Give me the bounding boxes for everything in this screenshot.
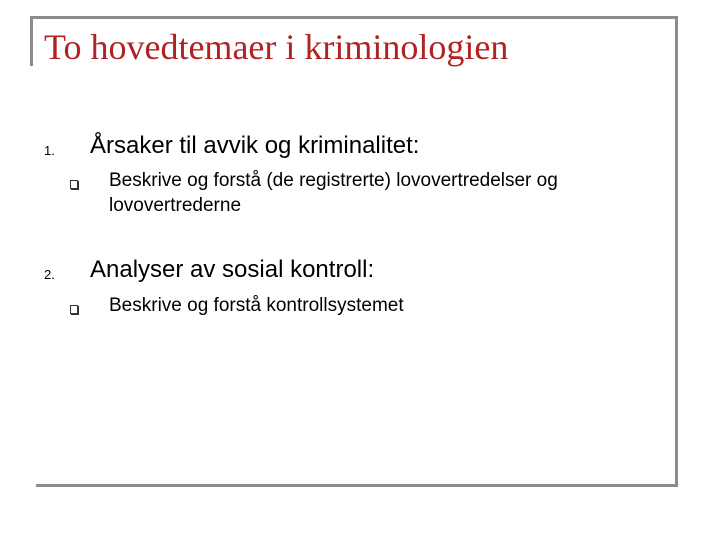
square-bullet-icon <box>70 305 78 314</box>
item-sub-2: Beskrive og forstå kontrollsystemet <box>109 295 404 316</box>
frame-bottom-line <box>36 484 678 487</box>
item-number-1: 1. <box>44 143 55 158</box>
item-sub-1: Beskrive og forstå (de registrerte) lovovertredelser og lovovertrederne <box>109 170 558 216</box>
item-number-2: 2. <box>44 267 55 282</box>
slide-title: To hovedtemaer i kriminologien <box>44 27 509 67</box>
frame-top-line <box>30 16 678 19</box>
frame-right-line <box>675 16 678 486</box>
item-heading-1: Årsaker til avvik og kriminalitet: <box>90 132 420 159</box>
frame-left-line <box>30 16 33 66</box>
square-bullet-icon <box>70 180 78 189</box>
item-heading-2: Analyser av sosial kontroll: <box>90 256 375 283</box>
